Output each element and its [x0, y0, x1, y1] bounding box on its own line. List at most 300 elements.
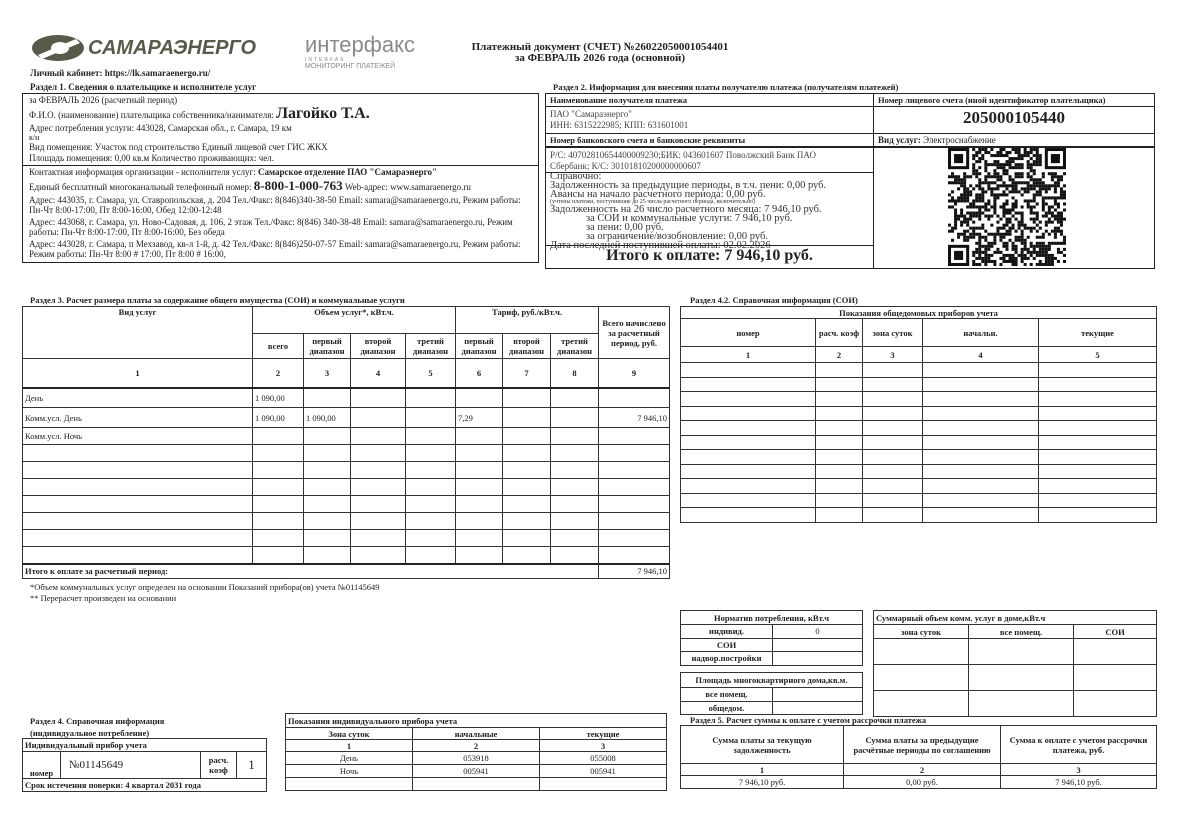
service-value [551, 408, 599, 428]
service-value [253, 496, 304, 513]
reference-info [550, 172, 826, 250]
service-value [599, 445, 670, 462]
current-debt-amount: 7 946,10 руб. [681, 776, 844, 789]
norm-title: Норматив потребления, кВт.ч [681, 611, 863, 625]
service-value [253, 445, 304, 462]
col-num: 3 [540, 740, 667, 752]
col-tariff: Тариф, руб./кВт.ч. [456, 307, 599, 334]
service-value [351, 428, 406, 445]
office-address: Адрес: 443068, г. Самара, ул. Ново-Садовая, д. 106, 2 этаж Тел./Факс: 8(846) 340-38-48 Email: samara@samaraenergo.ru, Режим работы: Пн-Чт 8:00-17:00, Пт 8:00-16:00, Без обеда [29, 217, 513, 237]
col-subheader: третий диапазон [406, 334, 456, 359]
service-value [406, 513, 456, 530]
service-value [599, 462, 670, 479]
verification-deadline: Срок истечения поверки: 4 квартал 2031 года [23, 779, 267, 792]
section5-title: Раздел 5. Расчет суммы к оплате с учетом рассрочки платежа [690, 715, 927, 725]
ref-line: Задолженность за предыдущие периоды, в т.ч. пени: 0,00 руб. [550, 180, 827, 191]
table-row [681, 638, 863, 652]
meter-cell [1039, 392, 1157, 407]
table-row [23, 428, 670, 445]
summary-header: СОИ [1074, 625, 1157, 639]
device-number-label: номер [23, 752, 61, 779]
service-value [551, 496, 599, 513]
col-num: 4 [923, 347, 1039, 363]
meter-cell [681, 363, 816, 378]
table-row [23, 564, 670, 579]
service-type: Электроснабжение [923, 135, 996, 145]
s5-header: Сумма платы за предыдущие расчётные периоды по соглашению [844, 726, 1001, 764]
service-value [599, 547, 670, 564]
col-subheader: первый диапазон [456, 334, 503, 359]
interfax-text: интерфакс [305, 32, 415, 57]
meter-cell [923, 377, 1039, 392]
table-row [681, 450, 1157, 465]
device-number: №01145649 [61, 752, 201, 779]
ref-line: Справочно: [550, 171, 602, 182]
col-volume: Объем услуг*, кВт.ч. [253, 307, 456, 334]
table-row [681, 493, 1157, 508]
samaraenergo-emblem-icon [30, 33, 90, 63]
service-value [406, 388, 456, 408]
service-value [456, 513, 503, 530]
ref-line: за ограничение/возобновление: 0,00 руб. [586, 231, 768, 242]
section3-title: Раздел 3. Расчет размера платы за содержание общего имущества (СОИ) и коммунальные услуги [30, 295, 405, 305]
service-value [551, 445, 599, 462]
table-row [681, 464, 1157, 479]
section1-title: Раздел 1. Сведения о плательщике и исполнителе услуг [30, 82, 257, 92]
table-row [23, 479, 670, 496]
payer-info [23, 94, 538, 165]
meter-cell [816, 450, 863, 465]
service-value [456, 445, 503, 462]
section1-box [22, 93, 539, 263]
readings-title: Показания индивидуального прибора учета [286, 714, 667, 728]
service-value [406, 462, 456, 479]
service-value [551, 513, 599, 530]
meter-cell [923, 406, 1039, 421]
service-value [599, 530, 670, 547]
office-address: Адрес: 443035, г. Самара, ул. Ставропольская, д. 204 Тел./Факс: 8(846)340-38-50 Email: samara@samaraenergo.ru, Режим работы: Пн-Чт 8:00-17:00, Пт 8:00-16:00, Обед 12:00-12:48 [29, 195, 521, 215]
service-value: 1 090,00 [304, 408, 351, 428]
section2-box [545, 93, 1155, 269]
house-summary-table [873, 610, 1157, 717]
footnote: ** Перерасчет произведен на основании [30, 593, 177, 603]
meter-cell [681, 377, 816, 392]
readings-header: текущие [540, 728, 667, 740]
col-header: расч. коэф [816, 319, 863, 347]
norm-value: 0 [773, 625, 863, 639]
service-name [23, 530, 253, 547]
bank-header: Номер банковского счета и банковские реквизиты [550, 135, 746, 145]
total-due: Итого к оплате: 7 946,10 руб. [606, 247, 813, 264]
service-name [23, 547, 253, 564]
col-num: 3 [304, 359, 351, 388]
meter-cell [816, 464, 863, 479]
coef-value: 1 [237, 752, 267, 779]
service-value: 7,29 [456, 408, 503, 428]
title-line2: за ФЕВРАЛЬ 2026 года (основной) [514, 52, 686, 64]
summary-header: зона суток [874, 625, 969, 639]
recipient-name: ПАО "Самараэнерго" [550, 109, 632, 119]
document-title [440, 42, 760, 64]
meter-cell [863, 493, 923, 508]
meter-cell [863, 377, 923, 392]
ref-note: (учтены платежи, поступившие до 25 числа расчетного периода, включительно) [550, 199, 755, 205]
service-value [304, 445, 351, 462]
meter-cell [1039, 493, 1157, 508]
meter-cell [863, 421, 923, 436]
installment-total-amount: 7 946,10 руб. [1001, 776, 1157, 789]
meter-cell [816, 493, 863, 508]
service-value [253, 547, 304, 564]
service-value [599, 388, 670, 408]
table-row [681, 406, 1157, 421]
building-area-table [680, 672, 863, 715]
service-value: 1 090,00 [253, 408, 304, 428]
meter-cell [681, 406, 816, 421]
qr-code-icon[interactable] [948, 148, 1066, 266]
service-value [456, 530, 503, 547]
individual-device-table [22, 738, 267, 792]
area-value [773, 688, 863, 702]
col-header: номер [681, 319, 816, 347]
meter-cell [923, 493, 1039, 508]
col-num: 5 [406, 359, 456, 388]
table-row [681, 435, 1157, 450]
service-value [406, 408, 456, 428]
current-reading [540, 778, 667, 791]
section4-title [30, 715, 164, 739]
col-subheader: первый диапазон [304, 334, 351, 359]
section2-title: Раздел 2. Информация для внесения платы получателю платежа (получателям платежей) [553, 82, 899, 92]
s5-header: Сумма к оплате с учетом рассрочки платежа, руб. [1001, 726, 1157, 764]
service-value [503, 428, 551, 445]
col-num: 8 [551, 359, 599, 388]
meter-cell [816, 479, 863, 494]
service-value [503, 462, 551, 479]
zone: Ночь [286, 765, 413, 778]
service-value [503, 408, 551, 428]
readings-header: начальные [413, 728, 540, 740]
summary-header: все помещ. [969, 625, 1074, 639]
service-name [23, 496, 253, 513]
installment-table [680, 725, 1157, 789]
meter-cell [863, 406, 923, 421]
meter-cell [681, 479, 816, 494]
col-num: 1 [23, 359, 253, 388]
col-num: 3 [1001, 764, 1157, 776]
norm-label: надвор.постройки [681, 652, 773, 666]
area-label: все помещ. [681, 688, 773, 702]
service-value [503, 530, 551, 547]
col-num: 1 [681, 347, 816, 363]
service-value [456, 388, 503, 408]
norm-label: СОИ [681, 638, 773, 652]
title-line1: Платежный документ (СЧЕТ) №26022050001054401 [471, 41, 729, 53]
total-label: Итого к оплате за расчетный период: [23, 564, 599, 579]
current-reading: 055008 [540, 752, 667, 765]
fio-label: Ф.И.О. (наименование) плательщика собственника/нанимателя: [29, 110, 277, 120]
service-value [503, 388, 551, 408]
meter-cell [816, 508, 863, 523]
meter-cell [1039, 435, 1157, 450]
service-value [599, 513, 670, 530]
meter-cell [816, 377, 863, 392]
table-row [23, 547, 670, 564]
meter-cell [863, 479, 923, 494]
account-number: 205000105440 [963, 108, 1065, 127]
col-num: 9 [599, 359, 670, 388]
service-value [406, 479, 456, 496]
service-value [599, 479, 670, 496]
recipient-inn: ИНН: 6315222985; КПП: 631601001 [550, 120, 689, 130]
meter-cell [1039, 479, 1157, 494]
service-value [253, 479, 304, 496]
interfax-sub: INTERFAX [305, 57, 346, 63]
table-row [681, 479, 1157, 494]
table-row [681, 392, 1157, 407]
zone [286, 778, 413, 791]
service-value [351, 496, 406, 513]
service-value [351, 388, 406, 408]
zone: День [286, 752, 413, 765]
service-name [23, 445, 253, 462]
service-value: 7 946,10 [599, 408, 670, 428]
table-row [681, 652, 863, 666]
payer-name: Лагойко Т.А. [276, 106, 370, 122]
meter-cell [923, 450, 1039, 465]
service-value [351, 547, 406, 564]
service-value [253, 428, 304, 445]
meter-cell [923, 464, 1039, 479]
col-num: 2 [816, 347, 863, 363]
bank-details: Сбербанк; К/С: 30101810200000000607 [550, 161, 701, 171]
norm-table [680, 610, 863, 666]
ref-line: за пени: 0,00 руб. [586, 222, 664, 233]
ref-line: Авансы на начало расчетного периода: 0,00 руб. [550, 189, 766, 200]
service-value [503, 513, 551, 530]
service-value [304, 530, 351, 547]
meter-cell [816, 435, 863, 450]
start-reading: 053918 [413, 752, 540, 765]
samaraenergo-logo [30, 33, 257, 63]
meter-cell [863, 363, 923, 378]
col-num: 2 [844, 764, 1001, 776]
section42-title: Раздел 4.2. Справочная информация (СОИ) [690, 295, 858, 305]
area-label: общедом. [681, 701, 773, 715]
col-header: зона суток [863, 319, 923, 347]
contact-label: Контактная информация организации - исполнителя услуг: [29, 167, 258, 177]
phone-label: Единый бесплатный многоканальный телефонный номер: [29, 182, 254, 192]
meter-cell [681, 450, 816, 465]
col-num: 1 [681, 764, 844, 776]
table-row [23, 445, 670, 462]
col-service: Вид услуг [23, 307, 253, 359]
service-value [406, 428, 456, 445]
s4-title1: Раздел 4. Справочная информация [30, 716, 165, 726]
meter-cell [863, 508, 923, 523]
meter-cell [681, 421, 816, 436]
table-row [286, 778, 667, 791]
premises: Вид помещения: Участок под строительство Единый лицевой счет ГИС ЖКХ [29, 142, 328, 152]
area: Площадь помещения: 0,00 кв.м Количество проживающих: чел. [29, 153, 275, 163]
col-num: 4 [351, 359, 406, 388]
service-value [304, 428, 351, 445]
service-value [253, 462, 304, 479]
service-value [551, 530, 599, 547]
meter-cell [681, 493, 816, 508]
current-reading: 005941 [540, 765, 667, 778]
interfax-sub2: МОНИТОРИНГ ПЛАТЕЖЕЙ [305, 63, 396, 70]
service-name [23, 462, 253, 479]
meter-cell [863, 450, 923, 465]
norm-value [773, 638, 863, 652]
col-num: 2 [413, 740, 540, 752]
service-name: Комм.усл. День [23, 408, 253, 428]
ref-line: Дата последней поступившей оплаты: 02.02.2026 [550, 240, 771, 251]
service-value [599, 428, 670, 445]
address-cont: к/н [29, 134, 40, 142]
service-value [456, 496, 503, 513]
previous-periods-amount: 0,00 руб. [844, 776, 1001, 789]
service-value [551, 462, 599, 479]
coef-label: расч. коэф [201, 752, 237, 779]
service-value [351, 408, 406, 428]
individual-readings-table [285, 713, 667, 791]
meter-cell [1039, 450, 1157, 465]
meter-cell [816, 363, 863, 378]
meter-cell [816, 421, 863, 436]
table-row [681, 508, 1157, 523]
service-value [551, 479, 599, 496]
table-row [23, 496, 670, 513]
bank-details: Р/С: 40702810654400009230;БИК: 043601607 Поволжский Банк ПАО [550, 150, 816, 160]
meter-cell [681, 464, 816, 479]
table-row [681, 688, 863, 702]
service-name [23, 513, 253, 530]
meter-cell [923, 479, 1039, 494]
summary-title: Суммарный объем комм. услуг в доме,кВт.ч [874, 611, 1157, 625]
service-value [599, 496, 670, 513]
table-row [23, 462, 670, 479]
service-value [503, 445, 551, 462]
meter-cell [863, 392, 923, 407]
service-value: 1 090,00 [253, 388, 304, 408]
meter-cell [816, 392, 863, 407]
col-num: 7 [503, 359, 551, 388]
col-num: 1 [286, 740, 413, 752]
start-reading [413, 778, 540, 791]
service-value [456, 428, 503, 445]
table-row [23, 513, 670, 530]
meter-cell [1039, 406, 1157, 421]
col-subheader: второй диапазон [503, 334, 551, 359]
table-row [681, 363, 1157, 378]
col-num: 5 [1039, 347, 1157, 363]
service-value [304, 479, 351, 496]
service-value [456, 479, 503, 496]
readings-header: Зона суток [286, 728, 413, 740]
service-value [503, 496, 551, 513]
col-subheader: всего [253, 334, 304, 359]
start-reading: 005941 [413, 765, 540, 778]
service-value [551, 547, 599, 564]
table-row [681, 377, 1157, 392]
col-total: Всего начислено за расчетный период, руб. [599, 307, 670, 359]
service-value [456, 547, 503, 564]
total-value: 7 946,10 [599, 564, 670, 579]
service-value [351, 479, 406, 496]
col-num: 3 [863, 347, 923, 363]
table-row [681, 701, 863, 715]
meter-cell [681, 508, 816, 523]
meter-cell [923, 435, 1039, 450]
office-address: Адрес: 443028, г. Самара, п Мехзавод, кв-л 1-й, д. 42 Тел./Факс: 8(846)250-07-57 Email: samara@samaraenergo.ru, Режим работы: Режим работы: Пн-Чт 8:00 # 17:00, Пт 8:00 # 16:00, [29, 239, 521, 259]
meter-cell [681, 435, 816, 450]
contact-info [23, 165, 538, 260]
meter-cell [1039, 421, 1157, 436]
common-meters-table [680, 306, 1157, 523]
service-name [23, 479, 253, 496]
service-value [456, 462, 503, 479]
ref-line: за СОИ и коммунальные услуги: 7 946,10 руб. [586, 213, 793, 224]
service-value [351, 445, 406, 462]
table-row [286, 765, 667, 778]
meter-cell [923, 421, 1039, 436]
meter-cell [923, 363, 1039, 378]
meter-cell [1039, 377, 1157, 392]
contact-org: Самарское отделение ПАО "Самараэнерго" [257, 167, 438, 177]
norm-label: индивид. [681, 625, 773, 639]
ref-line: Задолженность на 26 число расчетного месяца: 7 946,10 руб. [550, 204, 822, 215]
col-subheader: третий диапазон [551, 334, 599, 359]
service-value [304, 388, 351, 408]
table-row [681, 625, 863, 639]
meter-cell [863, 464, 923, 479]
col-header: начальн. [923, 319, 1039, 347]
service-value [551, 428, 599, 445]
meter-cell [816, 406, 863, 421]
phone-number: 8-800-1-000-763 [253, 178, 343, 193]
address: Адрес потребления услуги: 443028, Самарская обл., г. Самара, 19 км [29, 123, 292, 133]
service-value [253, 513, 304, 530]
service-value [406, 547, 456, 564]
common-meters-caption: Показания общедомовых приборов учета [681, 307, 1157, 319]
account-header: Номер лицевого счета (иной идентификатор плательщика) [878, 95, 1106, 105]
table-row [681, 421, 1157, 436]
service-value [304, 547, 351, 564]
personal-cabinet-link[interactable]: Личный кабинет: https://lk.samaraenergo.ru/ [30, 68, 211, 78]
service-name: День [23, 388, 253, 408]
service-value [503, 547, 551, 564]
s4-title2: (индивидуальное потребление) [30, 728, 150, 738]
service-value [253, 530, 304, 547]
services-table [22, 306, 670, 579]
footnote: *Объем коммунальных услуг определен на основании Показаний прибора(ов) учета №01145649 [30, 582, 380, 592]
table-row [286, 752, 667, 765]
norm-value [773, 652, 863, 666]
meter-cell [681, 392, 816, 407]
service-value [351, 462, 406, 479]
meter-cell [1039, 363, 1157, 378]
interfax-logo [305, 33, 425, 78]
table-row [23, 408, 670, 428]
meter-cell [923, 508, 1039, 523]
recipient-header: Наименование получателя платежа [550, 95, 688, 105]
col-num: 2 [253, 359, 304, 388]
meter-cell [923, 392, 1039, 407]
area-title: Площадь многоквартирного дома,кв.м. [681, 673, 863, 688]
service-value [406, 496, 456, 513]
